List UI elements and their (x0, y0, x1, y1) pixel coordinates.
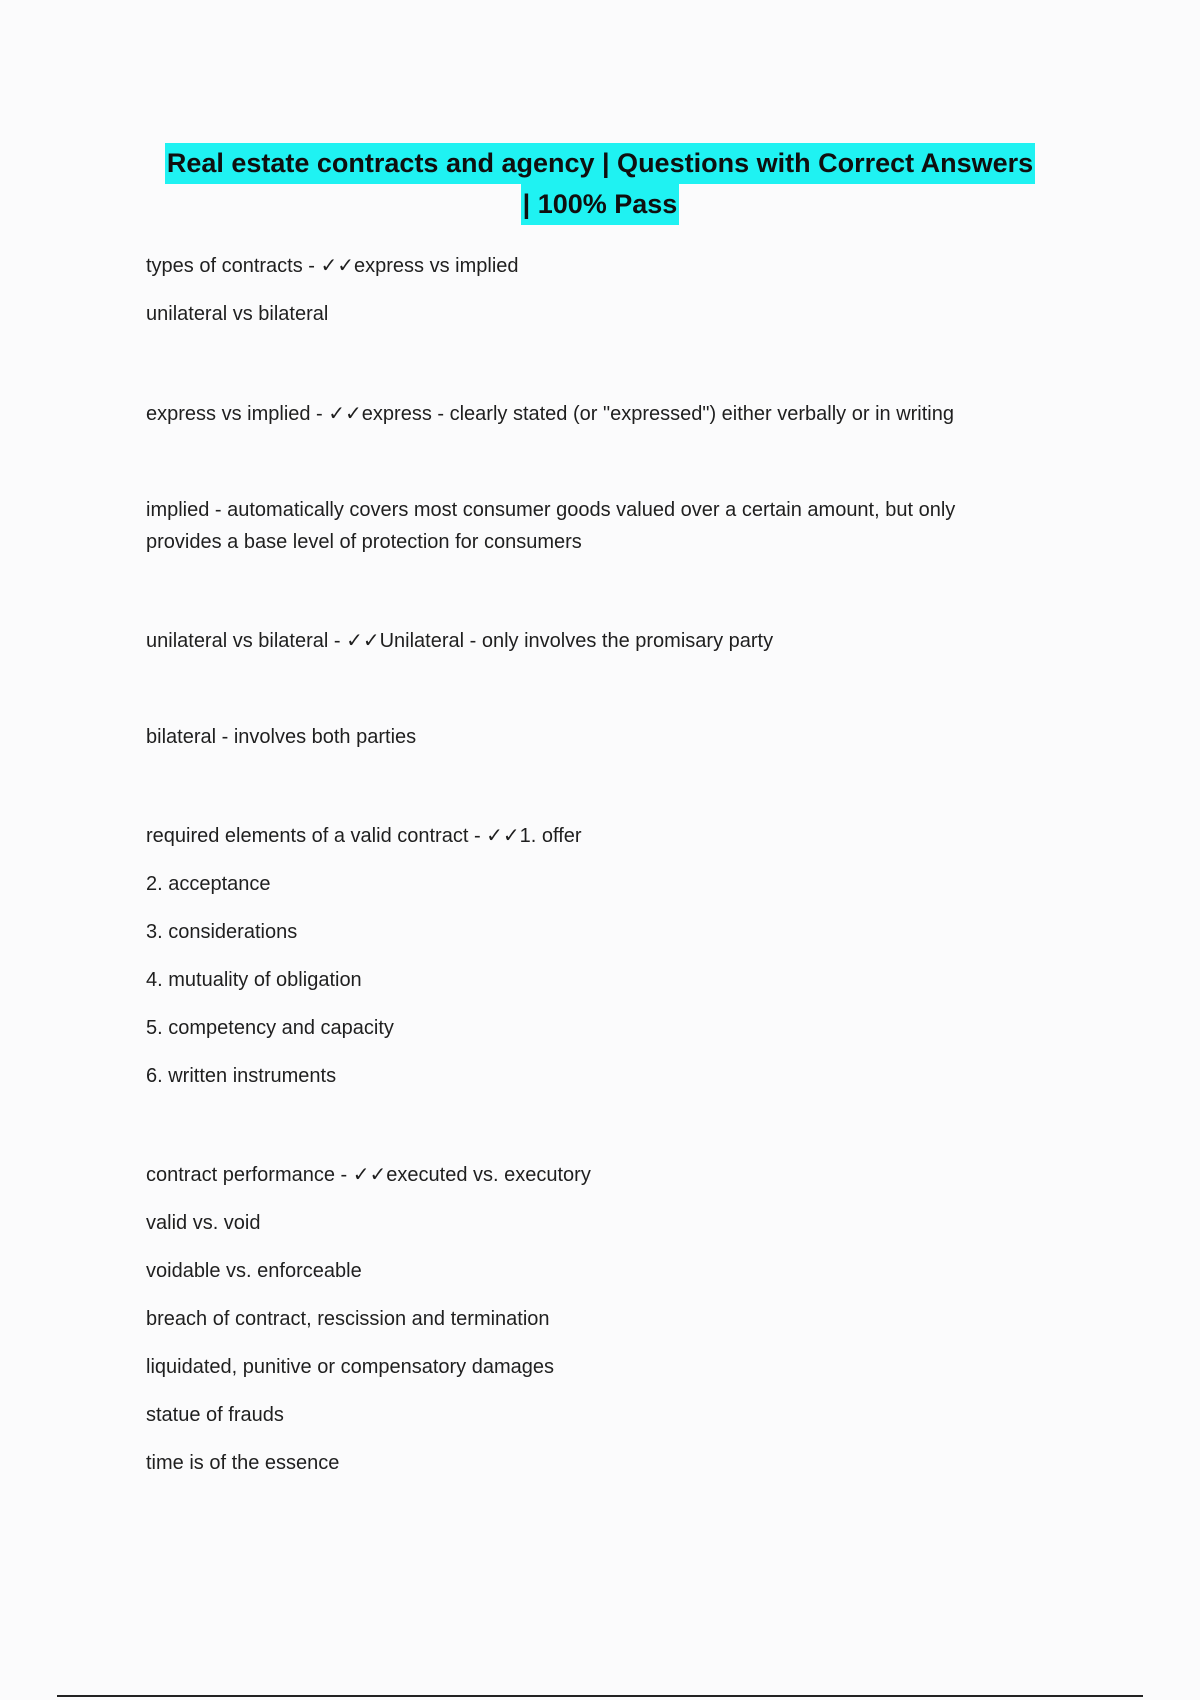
qa-answer-line: bilateral - involves both parties (146, 726, 417, 748)
qa-answer-line: implied - automatically covers most consumer goods valued over a certain amount, but only (146, 499, 956, 521)
qa-answer-line: 3. considerations (146, 921, 298, 943)
qa-answer-line: liquidated, punitive or compensatory damages (146, 1356, 555, 1378)
qa-question-types-of-contracts: types of contracts - ✓✓express vs implied (146, 255, 519, 277)
title-line-2: | 100% Pass (521, 184, 680, 225)
footer-rule (57, 1695, 1143, 1697)
qa-question-contract-performance: contract performance - ✓✓executed vs. executory (146, 1164, 591, 1186)
qa-question-express-vs-implied: express vs implied - ✓✓express - clearly stated (or "expressed") either verbally or in writing (146, 403, 954, 425)
qa-answer-line: valid vs. void (146, 1212, 261, 1234)
qa-answer-line: 4. mutuality of obligation (146, 969, 362, 991)
qa-answer-line: 5. competency and capacity (146, 1017, 394, 1039)
qa-answer-line: unilateral vs bilateral (146, 303, 329, 325)
qa-answer-line: statue of frauds (146, 1404, 284, 1426)
document-title (140, 143, 1060, 225)
qa-question-required-elements: required elements of a valid contract - ✓✓1. offer (146, 825, 582, 847)
qa-answer-line: provides a base level of protection for consumers (146, 531, 582, 553)
title-line-1: Real estate contracts and agency | Questions with Correct Answers (165, 143, 1035, 184)
qa-answer-line: 6. written instruments (146, 1065, 337, 1087)
qa-answer-line: time is of the essence (146, 1452, 340, 1474)
qa-answer-line: 2. acceptance (146, 873, 271, 895)
qa-answer-line: breach of contract, rescission and termination (146, 1308, 550, 1330)
qa-question-unilateral-vs-bilateral: unilateral vs bilateral - ✓✓Unilateral - only involves the promisary party (146, 630, 774, 652)
qa-answer-line: voidable vs. enforceable (146, 1260, 362, 1282)
